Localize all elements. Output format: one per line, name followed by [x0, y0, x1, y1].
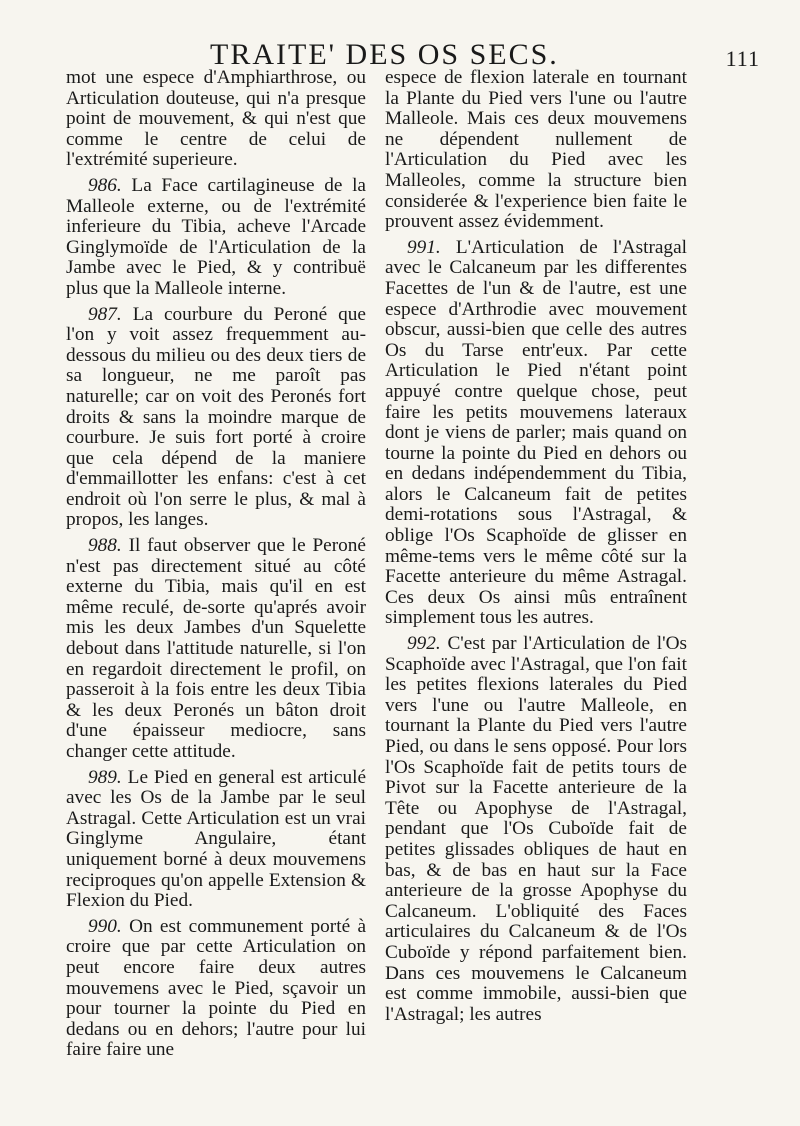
- paragraph-988: 988. Il faut observer que le Peroné n'est pas directement situé au côté externe du Tibia, mais qu'il en est même reculé, de-sorte qu'aprés avoir mis les deux Jambes d'un Squelette debout dans l'attitude naturelle, si l'on en regardoit directement le profil, on passeroit à la fois entre les deux Tibia & les deux Peronés un bâton droit d'une épaisseur mediocre, sans changer cette attitude.: [66, 535, 366, 762]
- paragraph-number: 988.: [88, 535, 122, 557]
- paragraph-987: 987. La courbure du Peroné que l'on y voit assez frequemment au-dessous du milieu ou des deux tiers de sa longueur, ne me paroît pas naturelle; car on voit des Peronés fort droits & sans la moindre marque de courbure. Je suis fort porté à croire que cela dépend de la maniere d'emmaillotter les enfans: c'est à cet endroit où l'on serre le plus, & mal à propos, les langes.: [66, 303, 366, 531]
- left-column: [66, 68, 366, 1066]
- paragraph-number: 990.: [88, 915, 122, 937]
- paragraph-number: 991.: [407, 236, 441, 258]
- right-column: [385, 68, 687, 1030]
- paragraph-992: 992. C'est par l'Articulation de l'Os Scaphoïde avec l'Astragal, que l'on fait les petites flexions laterales du Pied vers l'une ou l'autre Malleole, en tournant la Plante du Pied vers l'autre Pied, ou dans le sens opposé. Pour lors l'Os Scaphoïde fait de petits tours de Pivot sur la Facette anterieure de la Tête ou Apophyse de l'Astragal, pendant que l'Os Cuboïde fait de petites glissades obliques de haut en bas, & de bas en haut sur la Face anterieure de la grosse Apophyse du Calcaneum. L'obliquité des Faces articulaires du Calcaneum & de l'Os Cuboïde y répond parfaitement bien. Dans ces mouvemens le Calcaneum est comme immobile, aussi-bien que l'Astragal; les autres: [385, 633, 687, 1025]
- paragraph-continuation: espece de flexion laterale en tournant la Plante du Pied vers l'une ou l'autre Malleole. Mais ces deux mouvemens ne dépendent nullement de l'Articulation du Pied avec les Malleoles, comme la structure bien considerée & l'experience bien faite le prouvent assez évidemment.: [385, 67, 687, 233]
- paragraph-990: 990. On est communement porté à croire que par cette Articulation on peut encore faire deux autres mouvemens avec le Pied, sçavoir un pour tourner la pointe du Pied en dedans ou en dehors; l'autre pour lui faire faire une: [66, 915, 367, 1061]
- paragraph-number: 992.: [407, 633, 441, 655]
- running-title: TRAITE' DES OS SECS.: [210, 38, 559, 71]
- paragraph-986: 986. La Face cartilagineuse de la Malleole externe, ou de l'extrémité inferieure du Tibia, acheve l'Arcade Ginglymoïde de l'Articulation de la Jambe avec le Pied, & y contribuë plus que la Malleole interne.: [66, 174, 366, 299]
- paragraph-number: 987.: [88, 303, 122, 325]
- paragraph-991: 991. L'Articulation de l'Astragal avec le Calcaneum par les differentes Facettes de l'un & de l'autre, est une espece d'Arthrodie avec mouvement obscur, aussi-bien que celle des autres Os du Tarse entr'eux. Par cette Articulation le Pied n'étant point appuyé contre quelque chose, peut faire les petits mouvemens lateraux dont je viens de parler; mais quand on tourne la pointe du Pied en dehors ou en dedans indépendemment du Tibia, alors le Calcaneum fait de petites demi-rotations sous l'Astragal, & oblige l'Os Scaphoïde de glisser en même-tems vers le même côté sur la Facette anterieure du même Astragal. Ces deux Os ainsi mûs entraînent simplement tous les autres.: [385, 236, 687, 629]
- paragraph-number: 989.: [88, 766, 122, 788]
- paragraph-989: 989. Le Pied en general est articulé avec les Os de la Jambe par le seul Astragal. Cette Articulation est un vrai Ginglyme Angulaire, étant uniquement borné à deux mouvemens reciproques qu'on appelle Extension & Flexion du Pied.: [66, 766, 366, 912]
- paragraph-continuation: mot une espece d'Amphiarthrose, ou Articulation douteuse, qui n'a presque point de mouvement, & qui n'est que comme le centre de celui de l'extrémité superieure.: [66, 67, 366, 171]
- page-number: 111: [725, 46, 760, 71]
- paragraph-number: 986.: [88, 174, 122, 196]
